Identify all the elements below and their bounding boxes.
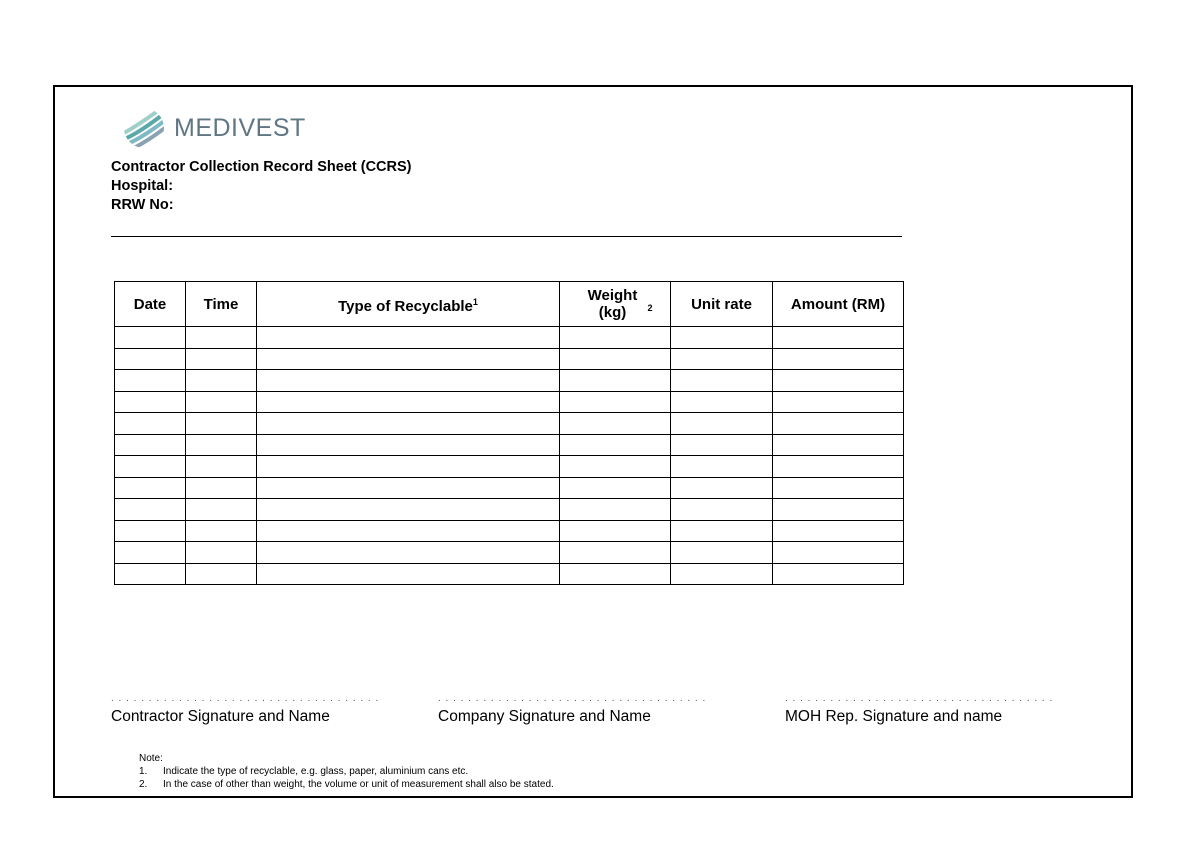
- cell-date[interactable]: [115, 327, 186, 349]
- notes-heading: Note:: [139, 753, 163, 764]
- cell-time[interactable]: [186, 456, 257, 478]
- cell-amount[interactable]: [773, 499, 904, 521]
- cell-date[interactable]: [115, 348, 186, 370]
- table-row: [115, 477, 904, 499]
- cell-amount[interactable]: [773, 542, 904, 564]
- cell-time[interactable]: [186, 542, 257, 564]
- table-row: [115, 413, 904, 435]
- table-row: [115, 370, 904, 392]
- cell-weight[interactable]: [560, 370, 671, 392]
- cell-weight[interactable]: [560, 413, 671, 435]
- table-row: [115, 542, 904, 564]
- cell-date[interactable]: [115, 520, 186, 542]
- contractor-signature: [111, 694, 379, 726]
- cell-weight[interactable]: [560, 391, 671, 413]
- cell-unit-rate[interactable]: [671, 327, 773, 349]
- cell-time[interactable]: [186, 413, 257, 435]
- cell-time[interactable]: [186, 391, 257, 413]
- cell-unit-rate[interactable]: [671, 413, 773, 435]
- medivest-logo: [118, 106, 306, 150]
- cell-time[interactable]: [186, 370, 257, 392]
- cell-time[interactable]: [186, 520, 257, 542]
- cell-weight[interactable]: [560, 499, 671, 521]
- cell-time[interactable]: [186, 434, 257, 456]
- cell-amount[interactable]: [773, 327, 904, 349]
- column-header-weight: Weight (kg) $^2$: [560, 282, 671, 327]
- cell-unit-rate[interactable]: [671, 391, 773, 413]
- cell-type[interactable]: [257, 391, 560, 413]
- cell-amount[interactable]: [773, 391, 904, 413]
- table-row: [115, 327, 904, 349]
- table-row: [115, 434, 904, 456]
- table-row: [115, 391, 904, 413]
- column-header-amount: Amount (RM): [773, 282, 904, 327]
- cell-unit-rate[interactable]: [671, 520, 773, 542]
- cell-amount[interactable]: [773, 563, 904, 585]
- cell-type[interactable]: [257, 542, 560, 564]
- column-header-type: Type of Recyclable$^1$: [257, 282, 560, 327]
- weight-label: Weight (kg): [587, 287, 638, 321]
- table-body: [115, 327, 904, 585]
- cell-date[interactable]: [115, 370, 186, 392]
- table-row: [115, 456, 904, 478]
- cell-unit-rate[interactable]: [671, 456, 773, 478]
- cell-time[interactable]: [186, 499, 257, 521]
- cell-amount[interactable]: [773, 348, 904, 370]
- column-header-date: Date: [115, 282, 186, 327]
- cell-unit-rate[interactable]: [671, 499, 773, 521]
- form-header: [111, 158, 412, 215]
- header-divider: [111, 236, 902, 237]
- cell-unit-rate[interactable]: [671, 563, 773, 585]
- cell-time[interactable]: [186, 327, 257, 349]
- cell-unit-rate[interactable]: [671, 542, 773, 564]
- cell-weight[interactable]: [560, 542, 671, 564]
- column-header-unit-rate: Unit rate: [671, 282, 773, 327]
- cell-type[interactable]: [257, 348, 560, 370]
- cell-amount[interactable]: [773, 520, 904, 542]
- note-item: 2. In the case of other than weight, the volume or unit of measurement shall also be stated.: [139, 779, 554, 790]
- table-row: [115, 520, 904, 542]
- cell-date[interactable]: [115, 456, 186, 478]
- cell-weight[interactable]: [560, 520, 671, 542]
- cell-weight[interactable]: [560, 434, 671, 456]
- cell-unit-rate[interactable]: [671, 348, 773, 370]
- contractor-signature-label: Contractor Signature and Name: [111, 708, 330, 725]
- note-item: 1. Indicate the type of recyclable, e.g. glass, paper, aluminium cans etc.: [139, 766, 469, 777]
- note-text: Indicate the type of recyclable, e.g. glass, paper, aluminium cans etc.: [163, 766, 469, 777]
- cell-weight[interactable]: [560, 348, 671, 370]
- table-header-row: [115, 282, 904, 327]
- table-row: [115, 348, 904, 370]
- cell-date[interactable]: [115, 563, 186, 585]
- cell-type[interactable]: [257, 434, 560, 456]
- cell-unit-rate[interactable]: [671, 434, 773, 456]
- cell-date[interactable]: [115, 391, 186, 413]
- collection-record-table: [114, 281, 904, 585]
- company-signature: [438, 694, 706, 726]
- cell-weight[interactable]: [560, 477, 671, 499]
- cell-type[interactable]: [257, 456, 560, 478]
- company-signature-label: Company Signature and Name: [438, 708, 651, 725]
- cell-amount[interactable]: [773, 434, 904, 456]
- cell-amount[interactable]: [773, 413, 904, 435]
- signature-line: . . . . . . . . . . . . . . . . . . . . . . . . . . . . . . . . . . . .: [438, 693, 707, 704]
- table-row: [115, 563, 904, 585]
- cell-time[interactable]: [186, 477, 257, 499]
- signature-line: . . . . . . . . . . . . . . . . . . . . . . . . . . . . . . . . . . . .: [785, 693, 1054, 704]
- cell-type[interactable]: [257, 520, 560, 542]
- cell-weight[interactable]: [560, 327, 671, 349]
- cell-date[interactable]: [115, 434, 186, 456]
- cell-amount[interactable]: [773, 456, 904, 478]
- cell-type[interactable]: [257, 413, 560, 435]
- note-text: In the case of other than weight, the volume or unit of measurement shall also be stated.: [163, 779, 554, 790]
- moh-signature: [785, 694, 1053, 726]
- cell-weight[interactable]: [560, 456, 671, 478]
- cell-type[interactable]: [257, 477, 560, 499]
- cell-weight[interactable]: [560, 563, 671, 585]
- cell-type[interactable]: [257, 327, 560, 349]
- cell-date[interactable]: [115, 499, 186, 521]
- cell-date[interactable]: [115, 413, 186, 435]
- cell-unit-rate[interactable]: [671, 477, 773, 499]
- cell-amount[interactable]: [773, 370, 904, 392]
- cell-time[interactable]: [186, 348, 257, 370]
- medivest-wave-logo-icon: [118, 106, 170, 150]
- rrw-label: RRW No:: [111, 197, 174, 213]
- form-title: Contractor Collection Record Sheet (CCRS): [111, 159, 412, 175]
- signature-line: . . . . . . . . . . . . . . . . . . . . . . . . . . . . . . . . . . . .: [111, 693, 380, 704]
- hospital-label: Hospital:: [111, 178, 174, 194]
- cell-type[interactable]: [257, 499, 560, 521]
- cell-type[interactable]: [257, 370, 560, 392]
- cell-time[interactable]: [186, 563, 257, 585]
- cell-unit-rate[interactable]: [671, 370, 773, 392]
- logo-text: MEDIVEST: [174, 113, 306, 142]
- cell-type[interactable]: [257, 563, 560, 585]
- table-row: [115, 499, 904, 521]
- cell-date[interactable]: [115, 542, 186, 564]
- column-header-time: Time: [186, 282, 257, 327]
- notes-section: [139, 752, 554, 791]
- cell-amount[interactable]: [773, 477, 904, 499]
- cell-date[interactable]: [115, 477, 186, 499]
- moh-signature-label: MOH Rep. Signature and name: [785, 708, 1003, 725]
